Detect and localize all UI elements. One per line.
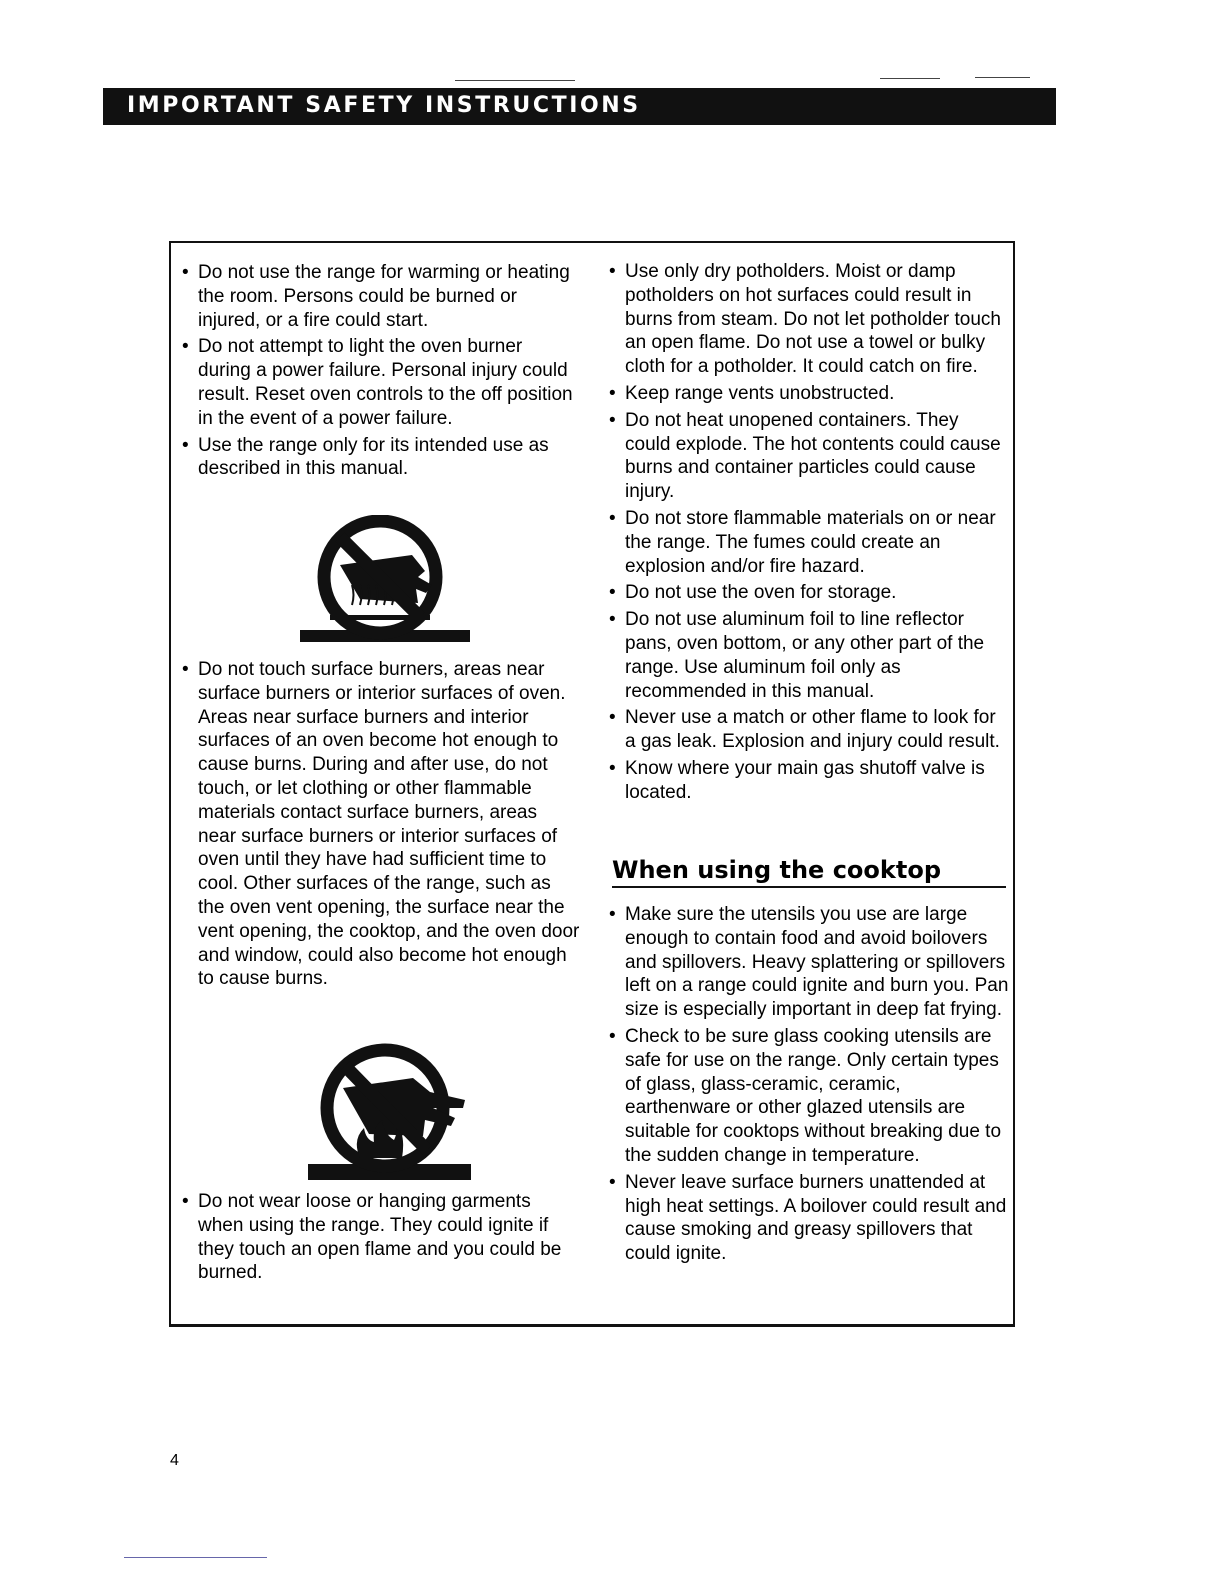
list-item: • Check to be sure glass cooking utensils are safe for use on the range. Only certain types of glass, glass-ceramic, ceramic, earthenware or other glazed utensils are suitable for cooktops without breaking due to the sudden change in temperature.	[609, 1025, 1002, 1166]
bullet-dot: •	[609, 409, 616, 431]
cooktop-bullets	[609, 903, 1009, 1269]
bullet-dot: •	[609, 582, 616, 604]
left-bullets-bottom	[182, 1190, 580, 1288]
bullet-dot: •	[609, 609, 616, 631]
bullet-dot: •	[182, 434, 189, 456]
left-bullets-middle	[182, 658, 580, 994]
bullet-dot: •	[609, 507, 616, 529]
bullet-dot: •	[609, 904, 616, 925]
header-bar	[103, 88, 1056, 125]
bottom-rule	[124, 1557, 267, 1558]
top-rule	[880, 78, 940, 79]
section-heading: When using the cooktop	[612, 856, 1006, 888]
bullet-dot: •	[182, 1191, 189, 1212]
bullet-dot: •	[609, 707, 616, 729]
left-bullets-top	[182, 261, 580, 484]
list-item: • Do not use aluminum foil to line reflector pans, oven bottom, or any other part of the range. Use aluminum foil only as recommended in this manual.	[609, 609, 985, 702]
list-item: • Use only dry potholders. Moist or damp potholders on hot surfaces could result in burns from steam. Do not let potholder touch an open flame. Do not use a towel or bulky cloth for a potholder. It could catch on fire.	[609, 261, 1001, 378]
list-item: • Make sure the utensils you use are large enough to contain food and avoid boilovers and spillovers. Heavy splattering or spillovers left on a range could ignite and burn you. Pan size is especially important in deep fat frying.	[609, 904, 1009, 1021]
bullet-dot: •	[182, 262, 189, 283]
list-item: • Do not store flammable materials on or near the range. The fumes could create an explosion and/or fire hazard.	[609, 507, 996, 577]
no-touch-flame-icon	[305, 1040, 475, 1182]
right-bullets	[609, 260, 1009, 808]
page-title: IMPORTANT SAFETY INSTRUCTIONS	[127, 93, 641, 118]
list-item: • Keep range vents unobstructed.	[609, 382, 895, 404]
no-touch-hot-surface-icon	[300, 515, 470, 645]
bullet-dot: •	[609, 382, 616, 404]
bullet-dot: •	[609, 261, 616, 282]
page-number: 4	[170, 1452, 179, 1469]
top-rule	[975, 77, 1030, 78]
list-item: • Never leave surface burners unattended at high heat settings. A boilover could result and cause smoking and greasy spillovers that could ignite.	[609, 1171, 1007, 1265]
bullet-dot: •	[609, 1171, 616, 1193]
list-item: • Do not attempt to light the oven burner during a power failure. Personal injury could result. Reset oven controls to the off position in the event of a power failure.	[182, 336, 573, 429]
list-item: • Do not touch surface burners, areas near surface burners or interior surfaces of oven. Areas near surface burners and interior surfaces of an oven become hot enough to cause burns. During and after use, do not touch, or let clothing or other flammable materials contact surface burners, areas near surface burners or interior surfaces of oven until they have had sufficient time to cool. Other surfaces of the range, such as the oven vent opening, the surface near the vent opening, the cooktop, and the oven door and window, could also become hot enough to cause burns.	[182, 659, 580, 990]
list-item: • Know where your main gas shutoff valve is located.	[609, 757, 985, 803]
list-item: • Do not use the oven for storage.	[609, 582, 897, 604]
bullet-dot: •	[609, 1025, 616, 1047]
list-item: • Do not wear loose or hanging garments when using the range. They could ignite if they touch an open flame and you could be burned.	[182, 1191, 562, 1284]
list-item: • Use the range only for its intended use as described in this manual.	[182, 434, 549, 480]
bullet-dot: •	[609, 757, 616, 779]
bullet-dot: •	[182, 659, 189, 680]
top-rule	[455, 80, 575, 81]
bullet-dot: •	[182, 336, 189, 358]
list-item: • Never use a match or other flame to look for a gas leak. Explosion and injury could result.	[609, 707, 1000, 753]
list-item: • Do not use the range for warming or heating the room. Persons could be burned or injured, or a fire could start.	[182, 262, 570, 331]
list-item: • Do not heat unopened containers. They could explode. The hot contents could cause burns and container particles could cause injury.	[609, 409, 1001, 503]
